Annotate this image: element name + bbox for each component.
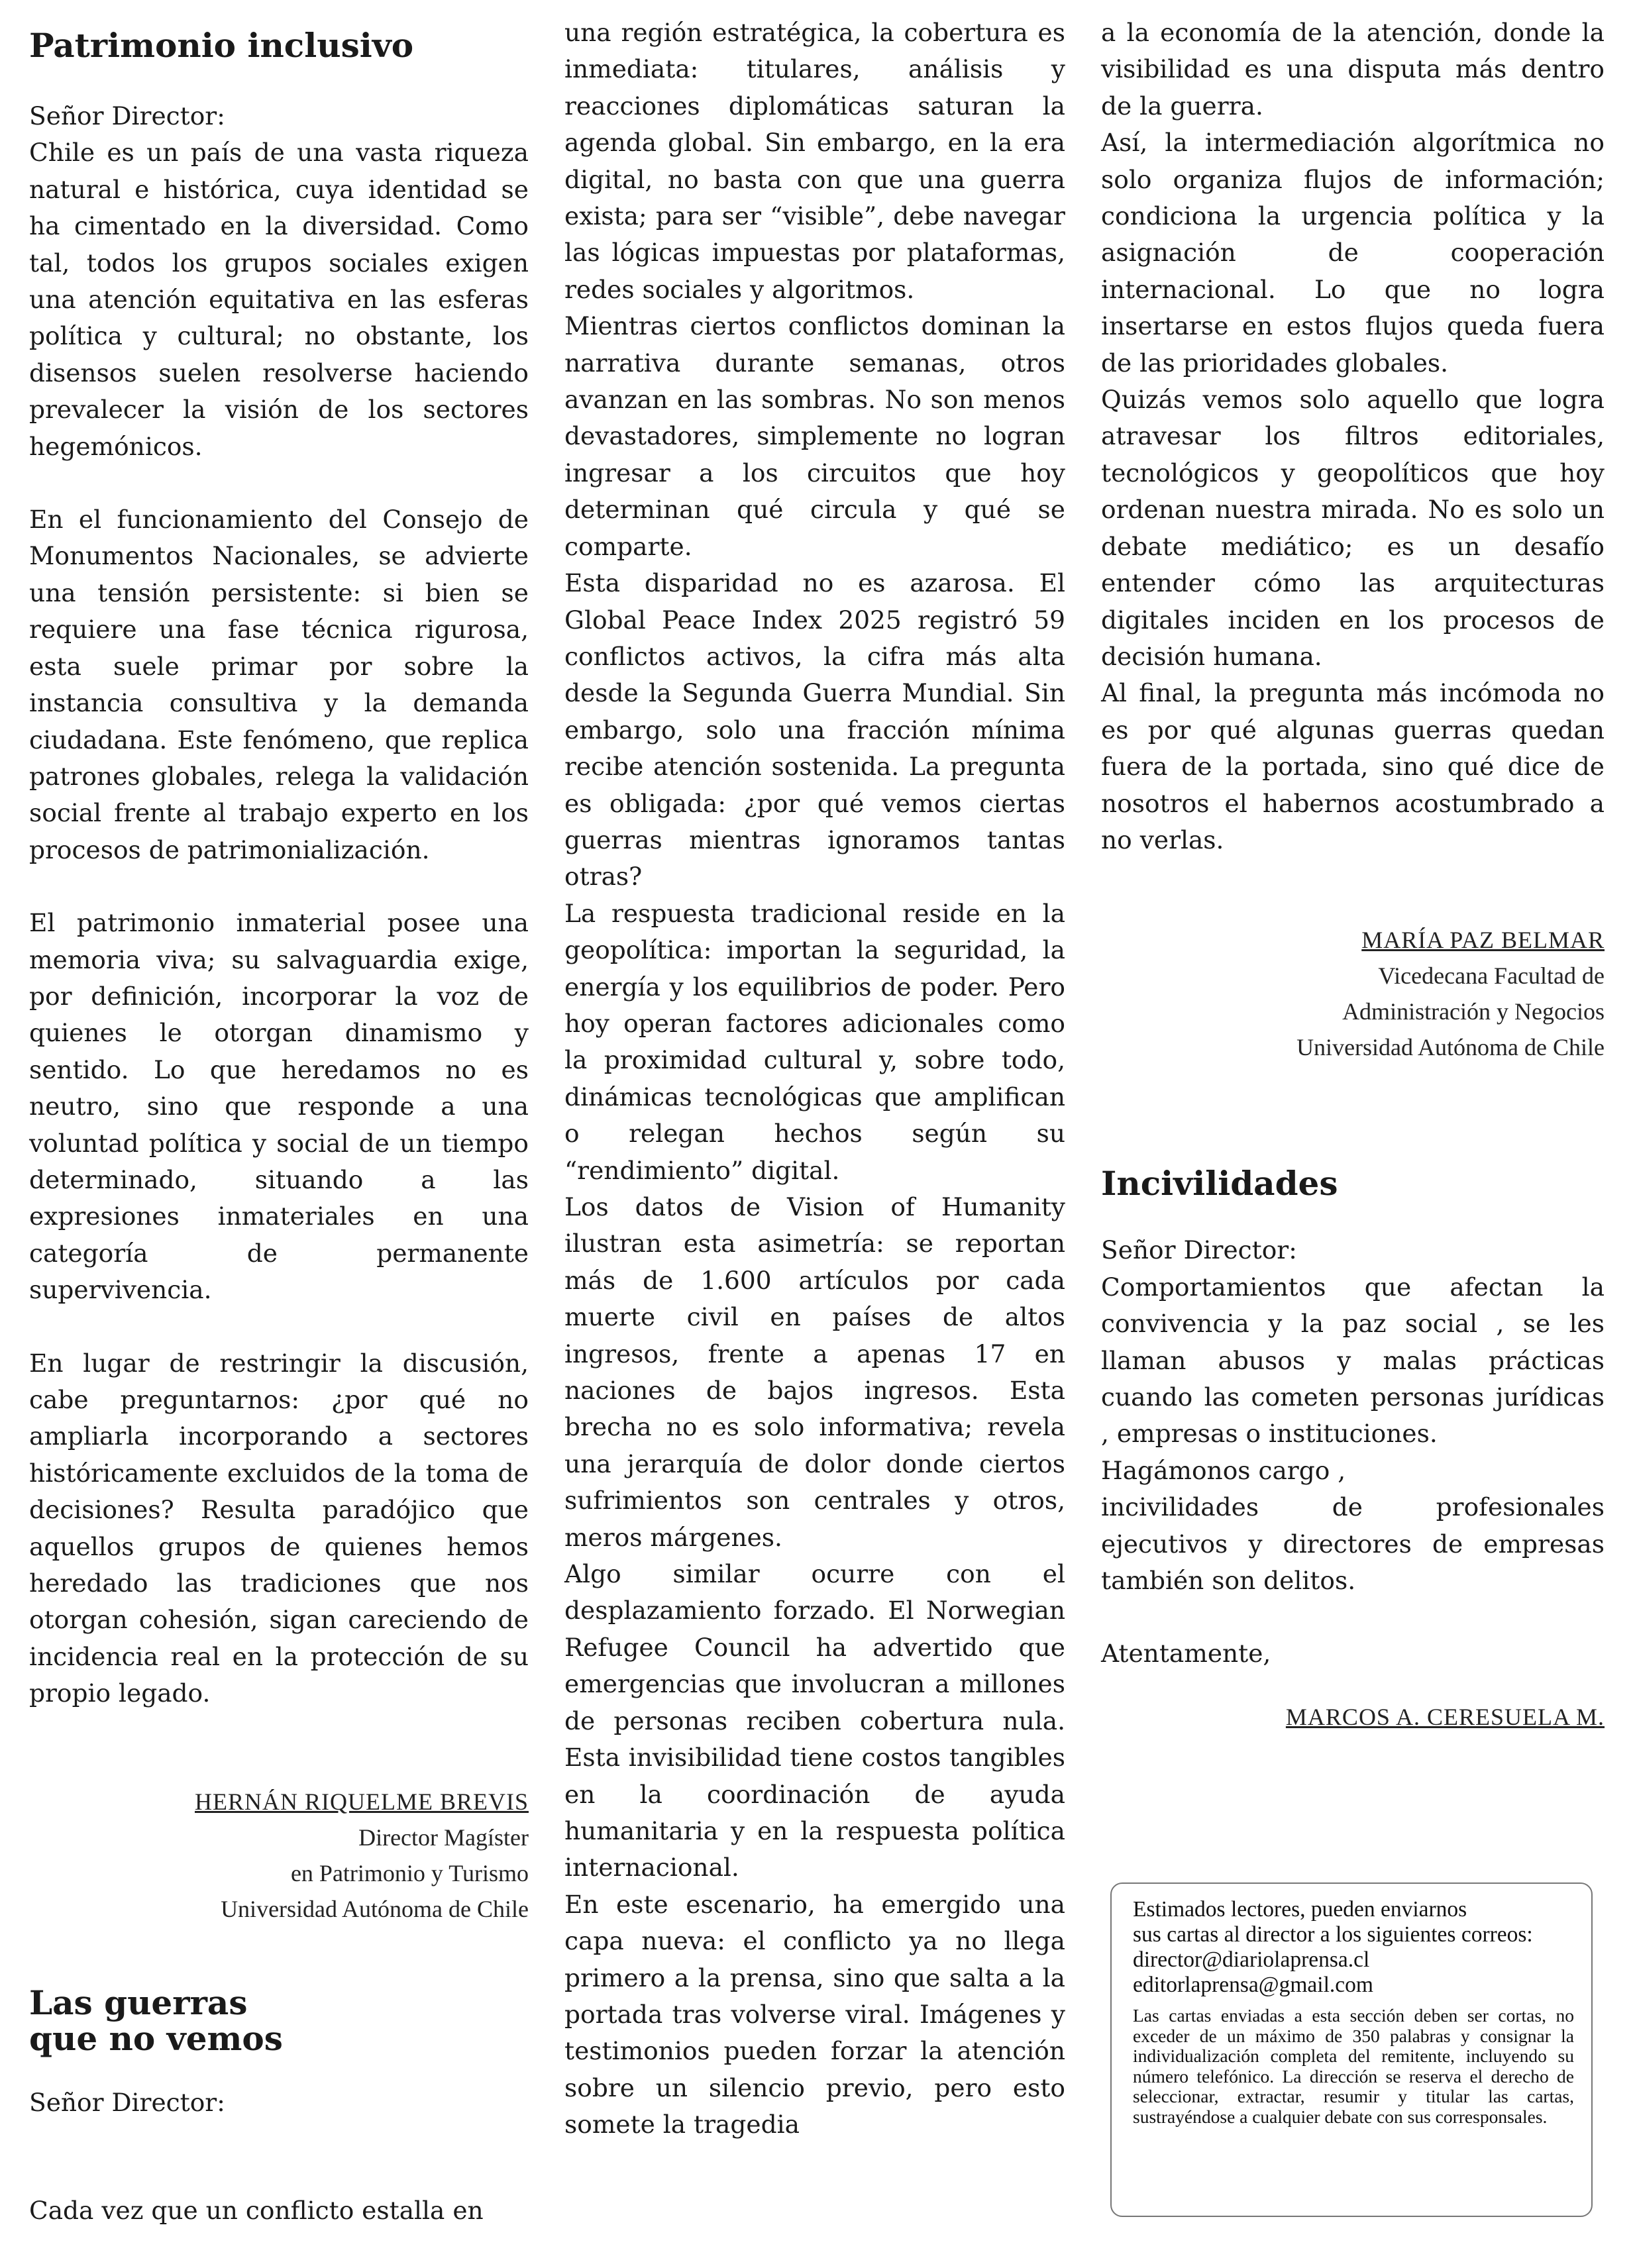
paragraph: Chile es un país de una vasta riqueza natural e histórica, cuya identidad se ha cimentado en la diversidad. Como tal, todos los grupos sociales exigen una atención equitativa en las esferas política y cultural; no obstante, los disensos suelen resolverse haciendo prevalecer la visión de los sectores hegemónicos. [29, 138, 529, 461]
salutation: Señor Director: [29, 101, 225, 130]
signature-institution: Universidad Autónoma de Chile [221, 1895, 529, 1922]
notice-line: sus cartas al director a los siguientes correos: [1133, 1922, 1533, 1947]
paragraph: La respuesta tradicional reside en la geopolítica: importan la seguridad, la energía y los equilibrios de poder. Pero hoy operan factores adicionales como la proximidad cultural y, sobre todo, dinámicas tecnológicas que amplifican o relegan hechos según su “rendimiento” digital. [564, 898, 1065, 1185]
paragraph: En este escenario, ha emergido una capa nueva: el conflicto ya no llega primero a la prensa, sino que salta a la portada tras volverse viral. Imágenes y testimonios pueden forzar la atención sobre un silencio previo, pero esto somete la tragedia [564, 1889, 1065, 2139]
signature-title: Director Magíster [358, 1824, 529, 1851]
column-3 [1101, 15, 1605, 1735]
paragraph: Hagámonos cargo , [1101, 1455, 1346, 1485]
signature-name: MARÍA PAZ BELMAR [1361, 927, 1605, 954]
signature-institution: Universidad Autónoma de Chile [1296, 1034, 1605, 1061]
paragraph: El patrimonio inmaterial posee una memoria viva; su salvaguardia exige, por definición, incorporar la voz de quienes le otorgan dinamismo y sentido. Lo que heredamos no es neutro, sino que responde a una voluntad política y social de un tiempo determinado, situando a las expresiones inmateriales en una categoría de permanente supervivencia. [29, 908, 529, 1305]
paragraph: Al final, la pregunta más incómoda no es por qué algunas guerras quedan fuera de la portada, sino qué dice de nosotros el habernos acostumbrado a no verlas. [1101, 678, 1605, 854]
paragraph-start: Cada vez que un conflicto estalla en [29, 2196, 484, 2225]
letter-title-patrimonio: Patrimonio inclusivo [29, 26, 414, 65]
paragraph: a la economía de la atención, donde la visibilidad es una disputa más dentro de la guerra. [1101, 18, 1605, 121]
notice-email-editor[interactable]: editorlaprensa@gmail.com [1133, 1973, 1373, 1997]
letter-title-guerras [29, 1985, 529, 2057]
notice-line: Estimados lectores, pueden enviarnos [1133, 1897, 1467, 1922]
paragraph: Los datos de Vision of Humanity ilustran esta asimetría: se reportan más de 1.600 artículos por cada muerte civil en países de altos ingresos, frente a apenas 17 en naciones de bajos ingresos. Esta brecha no es solo informativa; revela una jerarquía de dolor donde ciertos sufrimientos son centrales y otros, meros márgenes. [564, 1192, 1065, 1552]
salutation: Señor Director: [29, 2087, 225, 2117]
closing: Atentamente, [1101, 1639, 1271, 1669]
paragraph: En el funcionamiento del Consejo de Monumentos Nacionales, se advierte una tensión persistente: si bien se requiere una fase técnica rigurosa, esta suele primar por sobre la instancia consultiva y la demanda ciudadana. Este fenómeno, que replica patrones globales, relega la validación social frente al trabajo experto en los procesos de patrimonialización. [29, 505, 529, 864]
letter-title-incivilidades: Incivilidades [1101, 1164, 1338, 1204]
letter-body-guerras-end [1101, 15, 1605, 858]
signature-name: HERNÁN RIQUELME BREVIS [195, 1788, 529, 1815]
paragraph: Algo similar ocurre con el desplazamiento forzado. El Norwegian Refugee Council ha advertido que emergencias que involucran a millones de personas reciben cobertura nula. Esta invisibilidad tiene costos tangibles en la coordinación de ayuda humanitaria y en la respuesta política internacional. [564, 1559, 1065, 1882]
letter-body-guerras-start [29, 2085, 529, 2121]
paragraph: Así, la intermediación algorítmica no solo organiza flujos de información; condiciona la urgencia política y la asignación de cooperación internacional. Lo que no logra insertarse en estos flujos queda fuera de las prioridades globales. [1101, 128, 1605, 378]
signature-name: MARCOS A. CERESUELA M. [1285, 1703, 1605, 1730]
paragraph: Mientras ciertos conflictos dominan la narrativa durante semanas, otros avanzan en las sombras. No son menos devastadores, simplemente no logran ingresar a los circuitos que hoy determinan qué circula y qué se comparte. [564, 311, 1065, 561]
signature-ceresuela [1101, 1699, 1605, 1735]
paragraph: Esta disparidad no es azarosa. El Global Peace Index 2025 registró 59 conflictos activos, la cifra más alta desde la Segunda Guerra Mundial. Sin embargo, solo una fracción mínima recibe atención sostenida. La pregunta es obligada: ¿por qué vemos ciertas guerras mientras ignoramos tantas otras? [564, 568, 1065, 892]
paragraph: incivilidades de profesionales ejecutivos y directores de empresas también son delitos. [1101, 1492, 1605, 1595]
paragraph: una región estratégica, la cobertura es inmediata: titulares, análisis y reacciones diplomáticas saturan la agenda global. Sin embargo, en la era digital, no basta con que una guerra exista; para ser “visible”, debe navegar las lógicas impuestas por plataformas, redes sociales y algoritmos. [564, 18, 1065, 304]
salutation: Señor Director: [1101, 1235, 1297, 1265]
signature-title: Vicedecana Facultad de [1378, 962, 1605, 990]
paragraph: En lugar de restringir la discusión, cabe preguntarnos: ¿por qué no ampliarla incorporando a sectores históricamente excluidos de la toma de decisiones? Resulta paradójico que aquellos grupos de quienes hemos heredado las tradiciones que nos otorgan cohesión, sigan careciendo de incidencia real en la protección de su propio legado. [29, 1348, 529, 1708]
title-line: que no vemos [29, 2018, 283, 2058]
notice-email-director[interactable]: director@diariolaprensa.cl [1133, 1947, 1370, 1972]
letters-notice-box [1110, 1882, 1593, 2217]
signature-riquelme [29, 1784, 529, 1927]
column-1 [29, 26, 529, 2121]
letter-body-incivilidades [1101, 1232, 1605, 1672]
letter-body-patrimonio [29, 98, 529, 1712]
notice-rules: Las cartas enviadas a esta sección deben ser cortas, no exceder de un máximo de 350 palabras y consignar la individualización completa del remitente, incluyendo su número telefónico. La dirección se reserva el derecho de seleccionar, extractar, resumir y titular las cartas, sustrayéndose a cualquier debate con sus corresponsales. [1133, 2005, 1574, 2127]
paragraph: Comportamientos que afectan la convivencia y la paz social , se les llaman abusos y malas prácticas cuando las cometen personas jurídicas , empresas o instituciones. [1101, 1272, 1605, 1449]
notice-intro [1133, 1897, 1574, 1998]
signature-belmar [1101, 922, 1605, 1065]
title-line: Las guerras [29, 1983, 248, 2022]
signature-title: en Patrimonio y Turismo [290, 1859, 529, 1886]
column-2 [564, 15, 1065, 2143]
flow-fragment-col1 [29, 2192, 529, 2230]
signature-title: Administración y Negocios [1342, 998, 1605, 1025]
paragraph: Quizás vemos solo aquello que logra atravesar los filtros editoriales, tecnológicos y geopolíticos que hoy ordenan nuestra mirada. No es solo un debate mediático; es un desafío entender cómo las arquitecturas digitales inciden en los procesos de decisión humana. [1101, 385, 1605, 671]
